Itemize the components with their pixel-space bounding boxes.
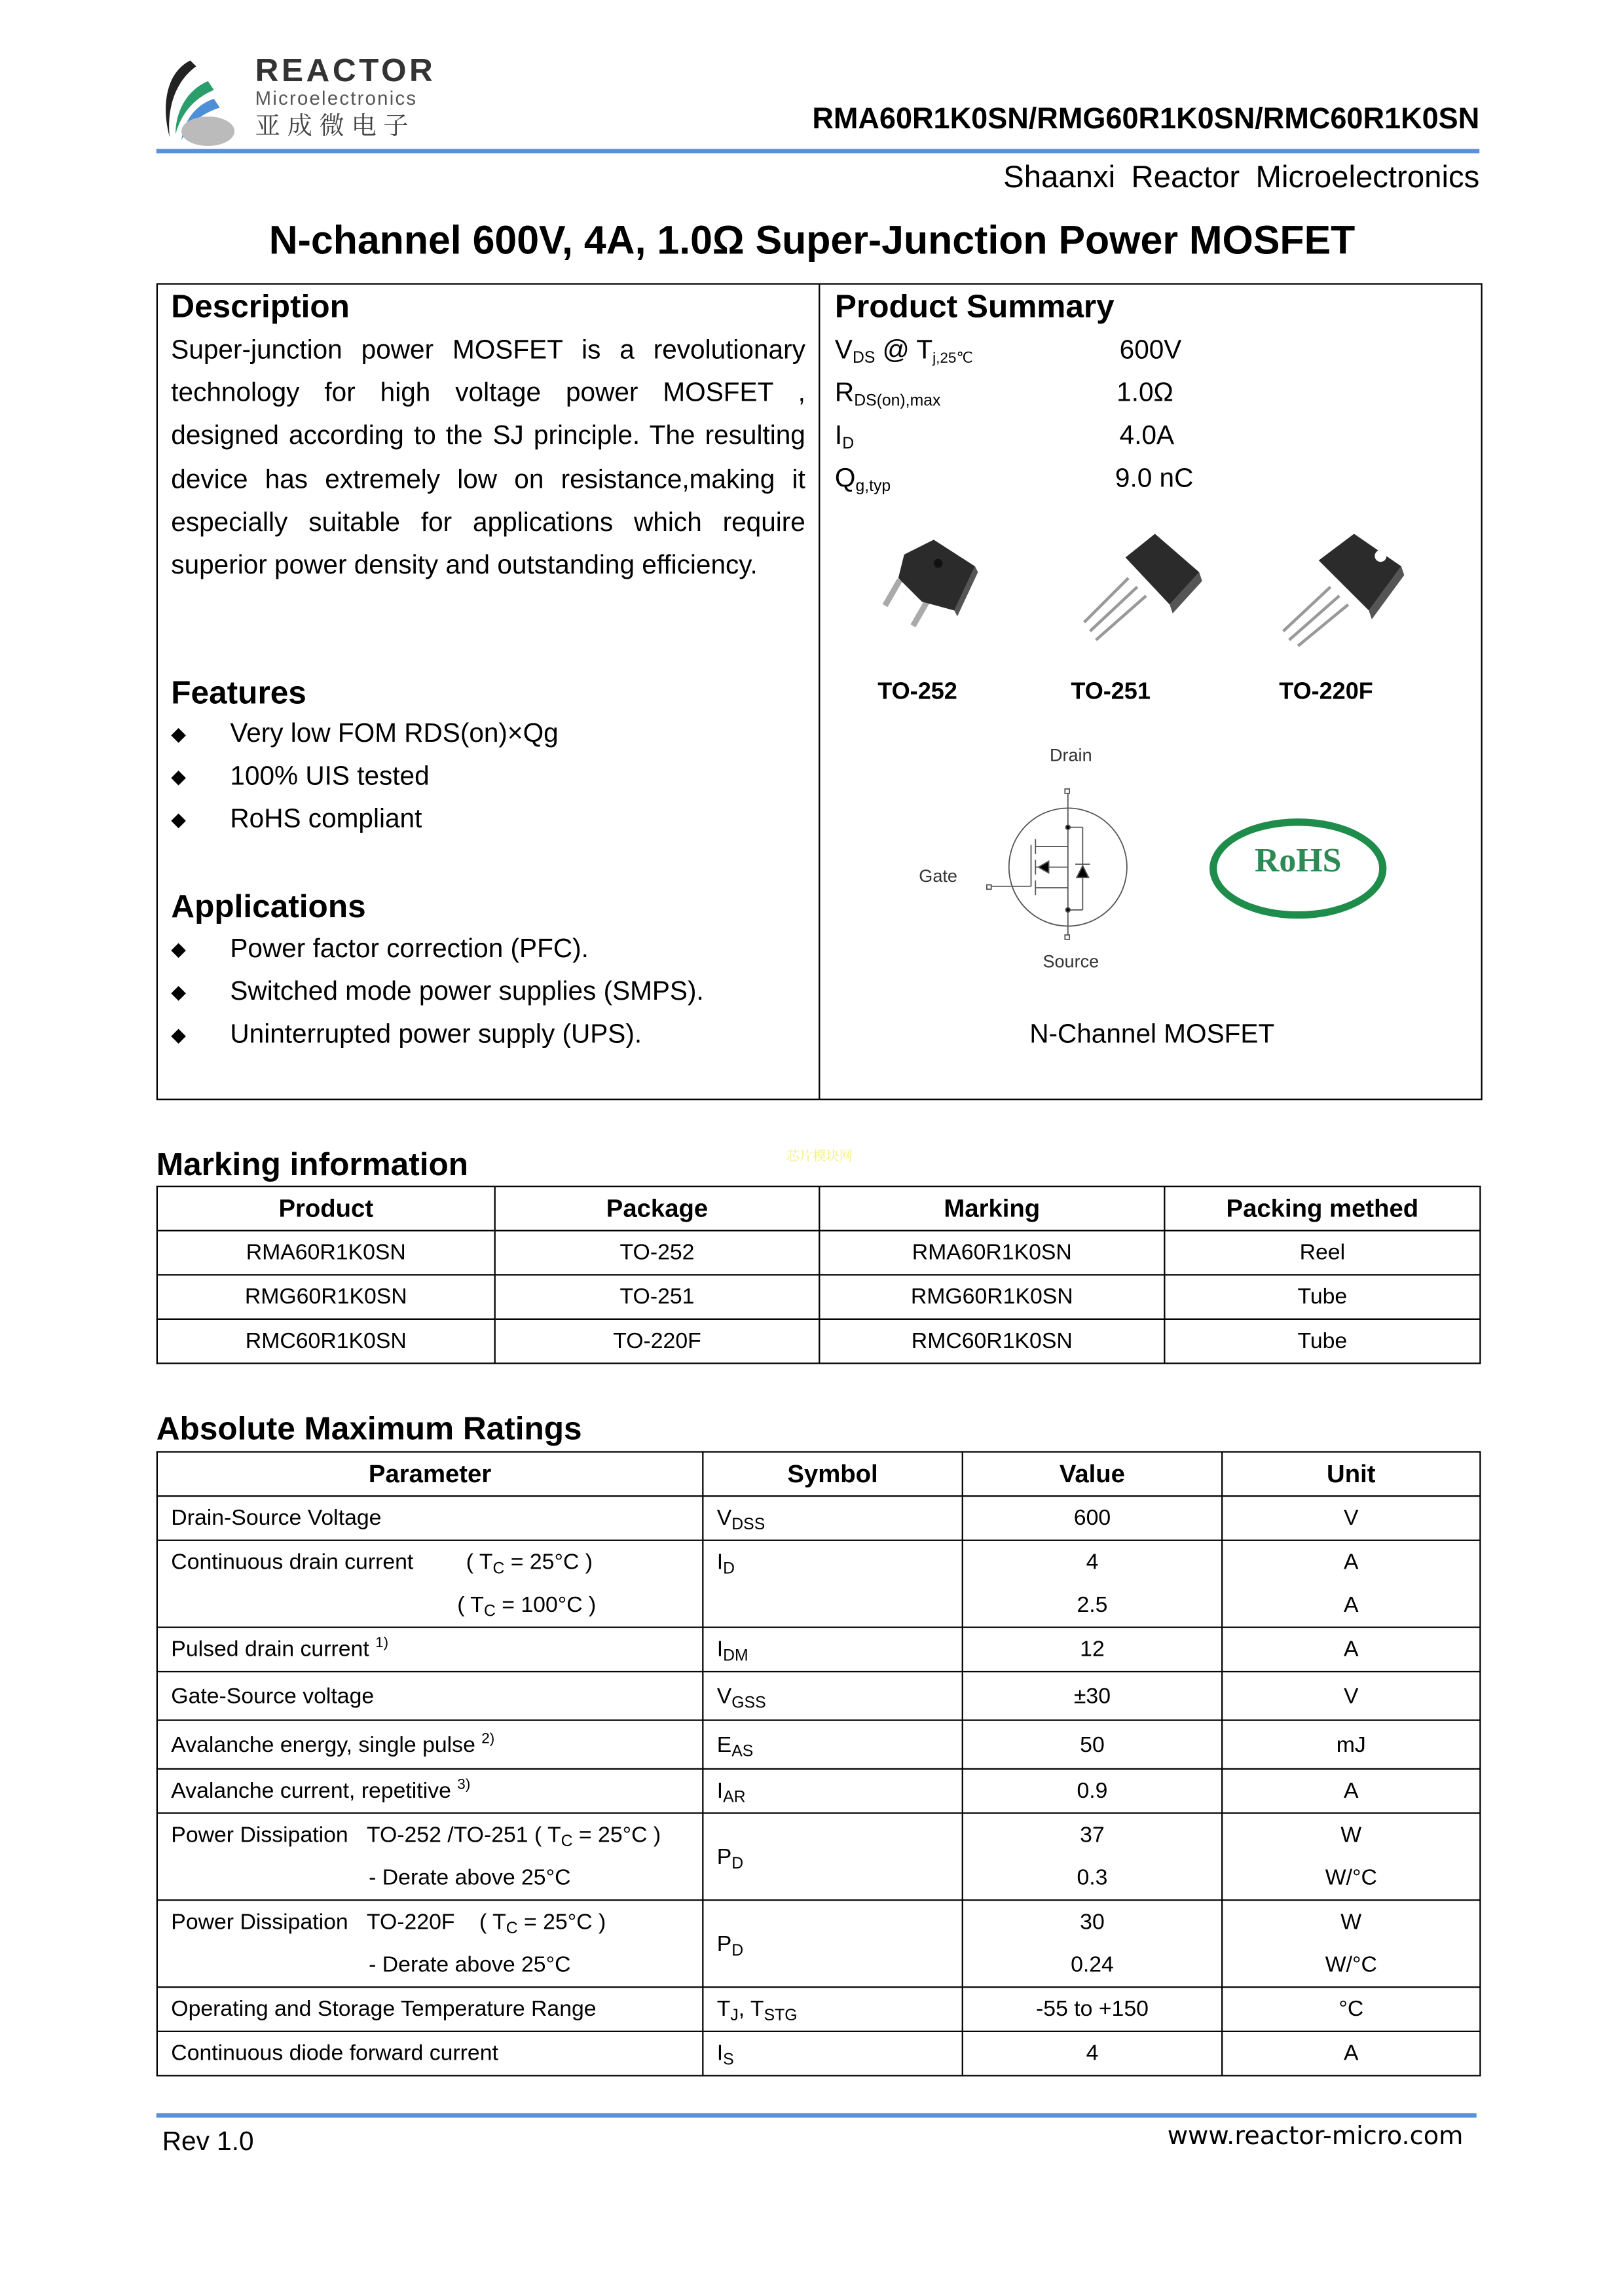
table-row: [157, 1900, 1480, 1987]
cell: RMC60R1K0SN: [819, 1319, 1164, 1364]
symbol-caption: N-Channel MOSFET: [1029, 1019, 1275, 1049]
summary-param-id: $I_D$: [834, 420, 855, 453]
table-row: [157, 1769, 1480, 1813]
symbol: $P_D$: [703, 1813, 962, 1900]
value: 4 2.5: [963, 1540, 1222, 1628]
n-channel-mosfet-symbol-icon: [980, 786, 1142, 949]
package-label-to220f: TO-220F: [1279, 680, 1373, 705]
cell: RMA60R1K0SN: [819, 1231, 1164, 1275]
to220f-package-icon: [1272, 528, 1412, 649]
summary-heading: Product Summary: [834, 287, 1115, 325]
table-header-row: [157, 1452, 1480, 1497]
column-header: Package: [495, 1186, 820, 1231]
value: 600: [963, 1496, 1222, 1540]
unit: A: [1222, 1769, 1480, 1813]
marking-table: [157, 1186, 1481, 1364]
param: Power Dissipation TO-252 /TO-251 ( $T_C = 25^\circ C$ ) - Derate above 25°C: [157, 1813, 703, 1900]
value: 30 0.24: [963, 1900, 1222, 1987]
symbol: $I_{DM}$: [703, 1628, 962, 1672]
package-label-to252: TO-252: [877, 680, 957, 705]
revision: Rev 1.0: [162, 2126, 254, 2157]
summary-param-rds: $R_{DS(on),max}$: [834, 377, 941, 410]
unit: A: [1222, 2032, 1480, 2076]
table-row: [157, 1721, 1480, 1769]
marking-heading: Marking information: [156, 1146, 469, 1183]
cell: RMC60R1K0SN: [157, 1319, 495, 1364]
symbol: $T_J$, $T_{STG}$: [703, 1987, 962, 2032]
param: Power Dissipation TO-220F ( $T_C = 25^\circ C$ ) - Derate above 25°C: [157, 1900, 703, 1987]
param: Avalanche current, repetitive $^{3)}$: [157, 1769, 703, 1813]
rohs-text: RoHS: [1254, 842, 1342, 879]
unit: °C: [1222, 1987, 1480, 2032]
website-link[interactable]: www.reactor-micro.com: [1167, 2122, 1464, 2152]
summary-value-rds: 1.0Ω: [1116, 377, 1173, 407]
watermark: 芯片模块网: [786, 1148, 853, 1164]
bullet-icon: ◆: [171, 765, 186, 788]
drain-label: Drain: [1050, 744, 1092, 766]
table-row: [157, 1987, 1480, 2032]
column-header: Marking: [819, 1186, 1164, 1231]
symbol: $E_{AS}$: [703, 1721, 962, 1769]
cell: RMG60R1K0SN: [157, 1275, 495, 1319]
company-name: Shaanxi Reactor Microelectronics: [1003, 160, 1480, 195]
logo-sub: Microelectronics: [255, 86, 418, 109]
cell: TO-252: [495, 1231, 820, 1275]
column-header: Unit: [1222, 1452, 1480, 1497]
part-numbers: RMA60R1K0SN/RMG60R1K0SN/RMC60R1K0SN: [812, 103, 1480, 136]
cell: Tube: [1164, 1275, 1480, 1319]
table-row: [157, 1540, 1480, 1628]
header-divider: [157, 149, 1479, 154]
bullet-icon: ◆: [171, 980, 186, 1003]
bullet-icon: ◆: [171, 1023, 186, 1046]
cell: Tube: [1164, 1319, 1480, 1364]
table-row: [157, 2032, 1480, 2076]
value: 0.9: [963, 1769, 1222, 1813]
cell: Reel: [1164, 1231, 1480, 1275]
footer-divider: [157, 2113, 1477, 2118]
table-row: [157, 1231, 1480, 1275]
table-row: [157, 1628, 1480, 1672]
description-heading: Description: [171, 287, 350, 325]
symbol: $V_{GSS}$: [703, 1671, 962, 1720]
param: Gate-Source voltage: [157, 1671, 703, 1720]
cell: RMA60R1K0SN: [157, 1231, 495, 1275]
symbol: $I_D$: [703, 1540, 962, 1628]
box-divider: [819, 283, 820, 1099]
param: Pulsed drain current $^{1)}$: [157, 1628, 703, 1672]
cell: RMG60R1K0SN: [819, 1275, 1164, 1319]
value: -55 to +150: [963, 1987, 1222, 2032]
column-header: Symbol: [703, 1452, 962, 1497]
summary-value-qg: 9.0 nC: [1115, 463, 1194, 493]
package-label-to251: TO-251: [1071, 680, 1151, 705]
logo-brand: REACTOR: [255, 51, 436, 89]
source-label: Source: [1043, 951, 1099, 972]
value: 50: [963, 1721, 1222, 1769]
gate-label: Gate: [919, 866, 957, 886]
description-text: Super-junction power MOSFET is a revolutionary technology for high voltage power MOSFET , designed according to the SJ principle. The resulting device has extremely low on resistance,making it especially suitable for applications which require superior power density and outstanding efficiency.: [171, 335, 805, 580]
unit: W W/°C: [1222, 1813, 1480, 1900]
applications-heading: Applications: [171, 888, 366, 925]
param: Continuous diode forward current: [157, 2032, 703, 2076]
table-row: [157, 1275, 1480, 1319]
cell: TO-220F: [495, 1319, 820, 1364]
unit: A A: [1222, 1540, 1480, 1628]
value: ±30: [963, 1671, 1222, 1720]
param: Continuous drain current ( $T_C = 25^\circ C$ ) ( $T_C = 100^\circ C$ ): [157, 1540, 703, 1628]
cell: TO-251: [495, 1275, 820, 1319]
logo-cn: 亚 成 微 电 子: [255, 112, 409, 140]
summary-param-vds: $V_{DS}$ @ $T_{j,25℃}$: [834, 335, 973, 367]
bullet-icon: ◆: [171, 722, 186, 745]
symbol: $I_S$: [703, 2032, 962, 2076]
summary-value-vds: 600V: [1119, 335, 1182, 365]
unit: V: [1222, 1496, 1480, 1540]
table-row: [157, 1671, 1480, 1720]
unit: mJ: [1222, 1721, 1480, 1769]
param: Drain-Source Voltage: [157, 1496, 703, 1540]
param: Avalanche energy, single pulse $^{2)}$: [157, 1721, 703, 1769]
to252-package-icon: [877, 534, 981, 644]
table-row: [157, 1319, 1480, 1364]
ratings-heading: Absolute Maximum Ratings: [156, 1410, 582, 1447]
value: 4: [963, 2032, 1222, 2076]
unit: W W/°C: [1222, 1900, 1480, 1987]
ratings-table: [157, 1451, 1481, 2076]
bullet-icon: ◆: [171, 938, 186, 960]
summary-param-qg: $Q_{g,typ}$: [834, 463, 891, 496]
value: 12: [963, 1628, 1222, 1672]
bullet-icon: ◆: [171, 808, 186, 831]
table-row: [157, 1813, 1480, 1900]
to251-package-icon: [1069, 528, 1209, 649]
table-row: [157, 1496, 1480, 1540]
column-header: Packing methed: [1164, 1186, 1480, 1231]
column-header: Value: [963, 1452, 1222, 1497]
symbol: $I_{AR}$: [703, 1769, 962, 1813]
symbol: $V_{DSS}$: [703, 1496, 962, 1540]
unit: A: [1222, 1628, 1480, 1672]
param: Operating and Storage Temperature Range: [157, 1987, 703, 2032]
symbol: $P_D$: [703, 1900, 962, 1987]
features-heading: Features: [171, 674, 306, 711]
column-header: Product: [157, 1186, 495, 1231]
value: 37 0.3: [963, 1813, 1222, 1900]
summary-value-id: 4.0A: [1119, 420, 1175, 450]
company-logo: [158, 51, 500, 149]
column-header: Parameter: [157, 1452, 703, 1497]
unit: V: [1222, 1671, 1480, 1720]
logo-swoosh-icon: [158, 54, 249, 149]
document-title: N-channel 600V, 4A, 1.0Ω Super-Junction Power MOSFET: [268, 218, 1356, 263]
table-header-row: [157, 1186, 1480, 1231]
